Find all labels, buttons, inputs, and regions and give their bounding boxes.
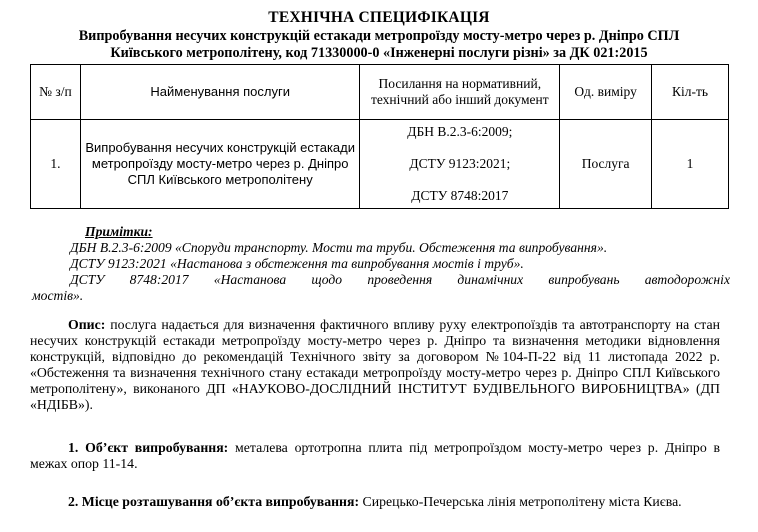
subtitle-line-1: Випробування несучих конструкцій естакади метропроїзду мосту-метро через р. Дніпро СПЛ bbox=[78, 28, 680, 44]
cell-num: 1. bbox=[31, 120, 81, 209]
cell-qty: 1 bbox=[652, 120, 729, 209]
cell-name: Випробування несучих конструкцій естакади метропроїзду мосту-метро через р. Дніпро СПЛ Київського метрополітену bbox=[80, 120, 360, 209]
subtitle-line-2: Київського метрополітену, код 71330000-0 «Інженерні послуги різні» за ДК 021:2015 bbox=[110, 45, 648, 61]
note-3: ДСТУ 8748:2017 «Настанова щодо проведення динамічних випробувань автодорожніх bbox=[70, 272, 730, 287]
description-text: послуга надається для визначення фактичного впливу руху електропоїздів та автотранспорту на стан несучих конструкцій естакади метропроїзду мосту-метро через р. Дніпро та визначення методики відновлення конструкцій, відповідно до рекомендацій Технічного звіту за договором №104-П-22 від 11 листопада 2022 р. «Обстеження та визначення технічного стану естакади метропроїзду мосту-метро через р. Дніпро СПЛ Київського метрополітену», виконаного ДП «НАУКОВО-ДОСЛІДНИЙ ІНСТИТУТ БУДІВЕЛЬНОГО ВИРОБНИЦТВА» (ДП «НДІБВ»). bbox=[30, 317, 720, 412]
cell-unit: Послуга bbox=[560, 120, 652, 209]
section-object-label: 1. Об’єкт випробування: bbox=[68, 440, 229, 455]
description-label: Опис: bbox=[68, 317, 106, 332]
specification-table bbox=[30, 64, 729, 209]
header-unit: Од. виміру bbox=[560, 65, 652, 120]
section-object bbox=[30, 440, 720, 472]
document-subtitle bbox=[20, 28, 738, 62]
section-location-label: 2. Місце розташування об’єкта випробування: bbox=[68, 494, 360, 509]
ref-dstu-9123: ДСТУ 9123:2021; bbox=[409, 156, 511, 171]
section-location-text: Сирецько-Печерська лінія метрополітену міста Києва. bbox=[362, 494, 682, 509]
header-qty: Кіл-ть bbox=[652, 65, 729, 120]
header-num: № з/п bbox=[31, 65, 81, 120]
section-object-text: металева ортотропна плита під метропроїздом мосту-метро через р. Дніпро в межах опор 11-14. bbox=[30, 440, 720, 471]
notes-title: Примітки: bbox=[85, 224, 153, 239]
note-1: ДБН В.2.3-6:2009 «Споруди транспорту. Мости та труби. Обстеження та випробування». bbox=[70, 240, 608, 255]
ref-dbn: ДБН В.2.3-6:2009; bbox=[407, 124, 513, 139]
description-paragraph bbox=[30, 317, 720, 413]
table-header-row bbox=[31, 65, 729, 120]
section-location bbox=[30, 494, 720, 510]
table-row bbox=[31, 120, 729, 209]
note-3-continuation: мостів». bbox=[32, 288, 84, 303]
header-ref: Посилання на нормативний, технічний або інший документ bbox=[360, 65, 560, 120]
notes-block bbox=[30, 224, 730, 304]
ref-dstu-8748: ДСТУ 8748:2017 bbox=[411, 188, 509, 203]
note-2: ДСТУ 9123:2021 «Настанова з обстеження та випробування мостів і труб». bbox=[70, 256, 524, 271]
document-title: ТЕХНІЧНА СПЕЦИФІКАЦІЯ bbox=[268, 9, 490, 26]
cell-ref bbox=[360, 120, 560, 209]
header-name: Найменування послуги bbox=[80, 65, 360, 120]
